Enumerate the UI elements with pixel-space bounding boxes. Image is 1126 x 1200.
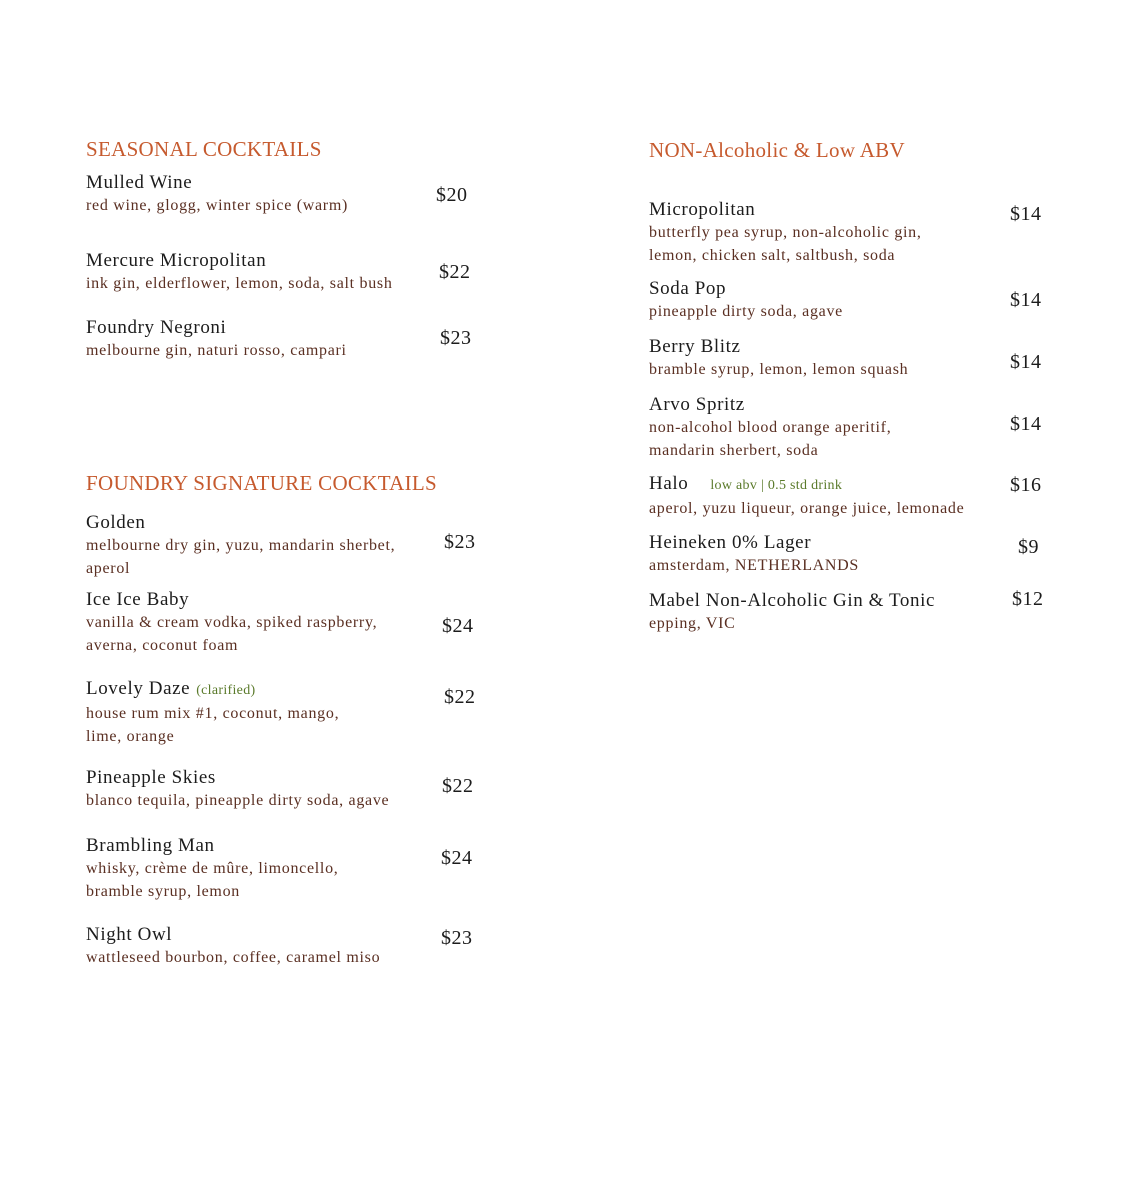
item-name: Heineken 0% Lager: [649, 532, 812, 553]
item-name: Night Owl: [86, 924, 173, 945]
item-price: $9: [1018, 536, 1039, 558]
item-name: Halo: [649, 473, 689, 494]
item-note: (clarified): [196, 683, 256, 698]
item-description: epping, VIC: [649, 615, 736, 632]
menu-item-mercure-micropolitan: [86, 250, 393, 295]
item-price: $22: [444, 686, 476, 708]
item-name: Foundry Negroni: [86, 317, 227, 338]
menu-item-pineapple-skies: [86, 767, 389, 812]
item-price: $22: [442, 775, 474, 797]
item-name: Pineapple Skies: [86, 767, 216, 788]
nonalc-section-title: NON-Alcoholic & Low ABV: [649, 138, 905, 162]
menu-item-mabel-gin-tonic: [649, 590, 935, 635]
item-description: whisky, crème de mûre, limoncello,: [86, 860, 339, 877]
item-price: $14: [1010, 203, 1042, 225]
item-description: house rum mix #1, coconut, mango,: [86, 705, 340, 722]
item-description: red wine, glogg, winter spice (warm): [86, 197, 349, 214]
item-name: Ice Ice Baby: [86, 589, 190, 610]
menu-item-ice-ice-baby: [86, 589, 377, 657]
menu-item-night-owl: [86, 924, 380, 969]
item-price: $14: [1010, 413, 1042, 435]
item-price: $20: [436, 184, 468, 206]
item-price: $12: [1012, 588, 1044, 610]
item-price: $23: [441, 927, 473, 949]
item-price: $23: [444, 531, 476, 553]
item-description: vanilla & cream vodka, spiked raspberry,: [86, 614, 378, 631]
item-description: lime, orange: [86, 728, 175, 745]
item-description: aperol: [86, 560, 131, 577]
menu-item-micropolitan: [649, 199, 922, 267]
menu-item-lovely-daze: [86, 678, 339, 748]
item-description: amsterdam, NETHERLANDS: [649, 557, 860, 574]
item-description: pineapple dirty soda, agave: [649, 303, 843, 320]
item-description: bramble syrup, lemon, lemon squash: [649, 361, 909, 378]
item-description: melbourne gin, naturi rosso, campari: [86, 342, 347, 359]
menu-item-foundry-negroni: [86, 317, 347, 362]
item-price: $14: [1010, 289, 1042, 311]
item-price: $24: [441, 847, 473, 869]
item-description: butterfly pea syrup, non-alcoholic gin,: [649, 224, 922, 241]
item-name: Micropolitan: [649, 199, 756, 220]
menu-item-halo: [649, 473, 964, 520]
item-description: blanco tequila, pineapple dirty soda, agave: [86, 792, 390, 809]
item-description: averna, coconut foam: [86, 637, 239, 654]
item-description: ink gin, elderflower, lemon, soda, salt bush: [86, 275, 393, 292]
item-name: Golden: [86, 512, 146, 533]
item-name: Berry Blitz: [649, 336, 741, 357]
item-name: Mercure Micropolitan: [86, 250, 267, 271]
item-note: low abv | 0.5 std drink: [710, 478, 843, 493]
item-price: $23: [440, 327, 472, 349]
item-description: non-alcohol blood orange aperitif,: [649, 419, 892, 436]
item-price: $24: [442, 615, 474, 637]
item-name: Mulled Wine: [86, 172, 193, 193]
item-price: $22: [439, 261, 471, 283]
seasonal-section-title: SEASONAL COCKTAILS: [86, 137, 322, 161]
item-name: Lovely Daze: [86, 678, 191, 699]
menu-item-soda-pop: [649, 278, 843, 323]
item-description: aperol, yuzu liqueur, orange juice, lemonade: [649, 500, 965, 517]
menu-item-brambling-man: [86, 835, 338, 903]
item-name: Arvo Spritz: [649, 394, 745, 415]
item-description: wattleseed bourbon, coffee, caramel miso: [86, 949, 381, 966]
item-description: melbourne dry gin, yuzu, mandarin sherbet,: [86, 537, 396, 554]
item-name: Brambling Man: [86, 835, 215, 856]
item-description: lemon, chicken salt, saltbush, soda: [649, 247, 896, 264]
item-price: $14: [1010, 351, 1042, 373]
item-description: mandarin sherbert, soda: [649, 442, 819, 459]
item-price: $16: [1010, 474, 1042, 496]
menu-item-mulled-wine: [86, 172, 348, 217]
menu-item-berry-blitz: [649, 336, 908, 381]
item-description: bramble syrup, lemon: [86, 883, 240, 900]
menu-item-golden: [86, 512, 395, 580]
item-name: Soda Pop: [649, 278, 727, 299]
signature-section-title: FOUNDRY SIGNATURE COCKTAILS: [86, 471, 438, 495]
menu-item-heineken-lager: [649, 532, 859, 577]
menu-item-arvo-spritz: [649, 394, 891, 462]
item-name: Mabel Non-Alcoholic Gin & Tonic: [649, 590, 936, 611]
